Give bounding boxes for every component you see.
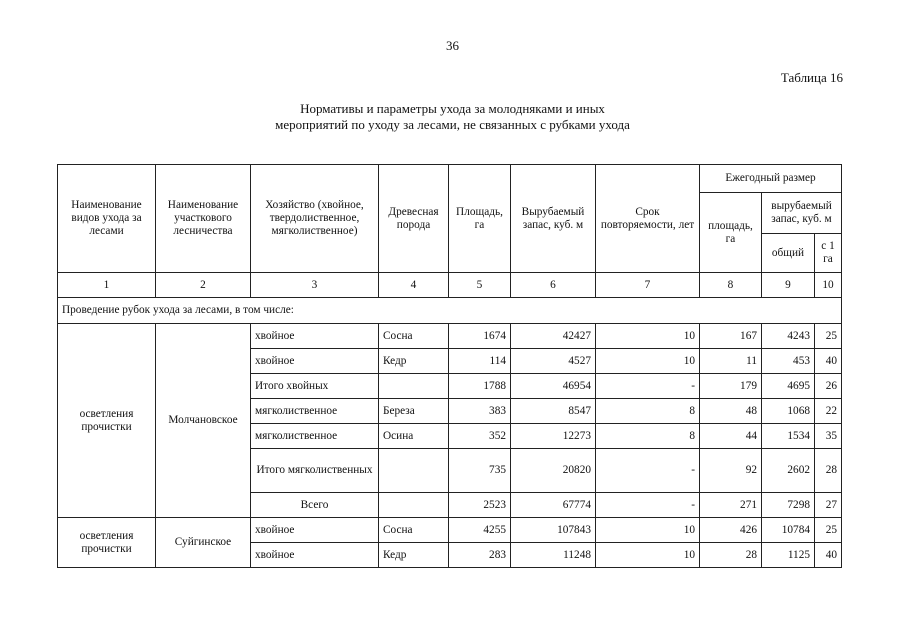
area-cell: 114 <box>449 349 511 374</box>
species-cell: Кедр <box>379 349 449 374</box>
annual-total-cell: 10784 <box>762 518 815 543</box>
forestry-cell: Суйгинское <box>156 518 251 568</box>
col-number: 6 <box>511 273 596 298</box>
col-number: 9 <box>762 273 815 298</box>
annual-area-cell: 426 <box>700 518 762 543</box>
header-annual-area: площадь, га <box>700 193 762 273</box>
annual-area-cell: 271 <box>700 493 762 518</box>
annual-total-cell: 1534 <box>762 424 815 449</box>
annual-area-cell: 44 <box>700 424 762 449</box>
annual-total-cell: 453 <box>762 349 815 374</box>
species-cell <box>379 493 449 518</box>
care-type-cell: осветления прочистки <box>58 518 156 568</box>
header-per-ha: с 1 га <box>815 234 842 273</box>
species-cell <box>379 449 449 493</box>
col-number: 5 <box>449 273 511 298</box>
stock-cell: 12273 <box>511 424 596 449</box>
annual-total-cell: 4695 <box>762 374 815 399</box>
stock-cell: 107843 <box>511 518 596 543</box>
header-species: Древесная порода <box>379 165 449 273</box>
species-cell: Сосна <box>379 518 449 543</box>
annual-per-ha-cell: 25 <box>815 518 842 543</box>
farm-cell: Итого хвойных <box>251 374 379 399</box>
farm-cell: хвойное <box>251 518 379 543</box>
header-area: Площадь, га <box>449 165 511 273</box>
farm-cell: хвойное <box>251 349 379 374</box>
area-cell: 2523 <box>449 493 511 518</box>
col-number: 3 <box>251 273 379 298</box>
stock-cell: 20820 <box>511 449 596 493</box>
period-cell: 10 <box>596 349 700 374</box>
area-cell: 735 <box>449 449 511 493</box>
forestry-cell: Молчановское <box>156 324 251 518</box>
annual-total-cell: 1068 <box>762 399 815 424</box>
area-cell: 383 <box>449 399 511 424</box>
species-cell: Сосна <box>379 324 449 349</box>
farm-cell: мягколиственное <box>251 399 379 424</box>
forest-care-table <box>57 164 842 568</box>
col-number: 2 <box>156 273 251 298</box>
period-cell: - <box>596 493 700 518</box>
col-number: 4 <box>379 273 449 298</box>
section-title: Проведение рубок ухода за лесами, в том числе: <box>58 298 842 324</box>
farm-cell: мягколиственное <box>251 424 379 449</box>
farm-cell: хвойное <box>251 324 379 349</box>
annual-per-ha-cell: 26 <box>815 374 842 399</box>
annual-total-cell: 1125 <box>762 543 815 568</box>
header-total: общий <box>762 234 815 273</box>
area-cell: 352 <box>449 424 511 449</box>
title-line-1: Нормативы и параметры ухода за молодняками и иных <box>300 101 605 116</box>
annual-area-cell: 48 <box>700 399 762 424</box>
annual-per-ha-cell: 22 <box>815 399 842 424</box>
annual-per-ha-cell: 25 <box>815 324 842 349</box>
annual-per-ha-cell: 28 <box>815 449 842 493</box>
table-label: Таблица 16 <box>780 70 843 85</box>
table-row <box>58 518 842 543</box>
col-number: 1 <box>58 273 156 298</box>
period-cell: 10 <box>596 543 700 568</box>
period-cell: - <box>596 449 700 493</box>
period-cell: 8 <box>596 399 700 424</box>
col-number: 10 <box>815 273 842 298</box>
title-line-2: мероприятий по уходу за лесами, не связанных с рубками ухода <box>275 117 630 132</box>
page-number: 36 <box>446 38 459 53</box>
annual-per-ha-cell: 35 <box>815 424 842 449</box>
species-cell <box>379 374 449 399</box>
area-cell: 283 <box>449 543 511 568</box>
period-cell: 10 <box>596 518 700 543</box>
header-period: Срок повторяемости, лет <box>596 165 700 273</box>
header-care-type: Наименование видов ухода за лесами <box>58 165 156 273</box>
care-type-cell: осветления прочистки <box>58 324 156 518</box>
stock-cell: 46954 <box>511 374 596 399</box>
annual-area-cell: 11 <box>700 349 762 374</box>
species-cell: Осина <box>379 424 449 449</box>
period-cell: 8 <box>596 424 700 449</box>
header-forestry: Наименование участкового лесничества <box>156 165 251 273</box>
col-number: 7 <box>596 273 700 298</box>
header-annual-stock: вырубаемый запас, куб. м <box>762 193 842 234</box>
stock-cell: 67774 <box>511 493 596 518</box>
species-cell: Кедр <box>379 543 449 568</box>
col-number: 8 <box>700 273 762 298</box>
annual-total-cell: 4243 <box>762 324 815 349</box>
species-cell: Береза <box>379 399 449 424</box>
period-cell: - <box>596 374 700 399</box>
annual-area-cell: 167 <box>700 324 762 349</box>
area-cell: 1788 <box>449 374 511 399</box>
annual-total-cell: 2602 <box>762 449 815 493</box>
period-cell: 10 <box>596 324 700 349</box>
farm-cell: Всего <box>251 493 379 518</box>
annual-per-ha-cell: 27 <box>815 493 842 518</box>
annual-per-ha-cell: 40 <box>815 543 842 568</box>
annual-area-cell: 179 <box>700 374 762 399</box>
header-stock: Вырубаемый запас, куб. м <box>511 165 596 273</box>
header-farm: Хозяйство (хвойное, твердолиственное, мягколиственное) <box>251 165 379 273</box>
annual-total-cell: 7298 <box>762 493 815 518</box>
area-cell: 1674 <box>449 324 511 349</box>
table-title <box>0 101 905 133</box>
stock-cell: 8547 <box>511 399 596 424</box>
farm-cell: хвойное <box>251 543 379 568</box>
annual-area-cell: 28 <box>700 543 762 568</box>
header-annual: Ежегодный размер <box>700 165 842 193</box>
farm-cell: Итого мягколиственных <box>251 449 379 493</box>
area-cell: 4255 <box>449 518 511 543</box>
annual-per-ha-cell: 40 <box>815 349 842 374</box>
annual-area-cell: 92 <box>700 449 762 493</box>
table-row <box>58 324 842 349</box>
stock-cell: 11248 <box>511 543 596 568</box>
stock-cell: 42427 <box>511 324 596 349</box>
stock-cell: 4527 <box>511 349 596 374</box>
